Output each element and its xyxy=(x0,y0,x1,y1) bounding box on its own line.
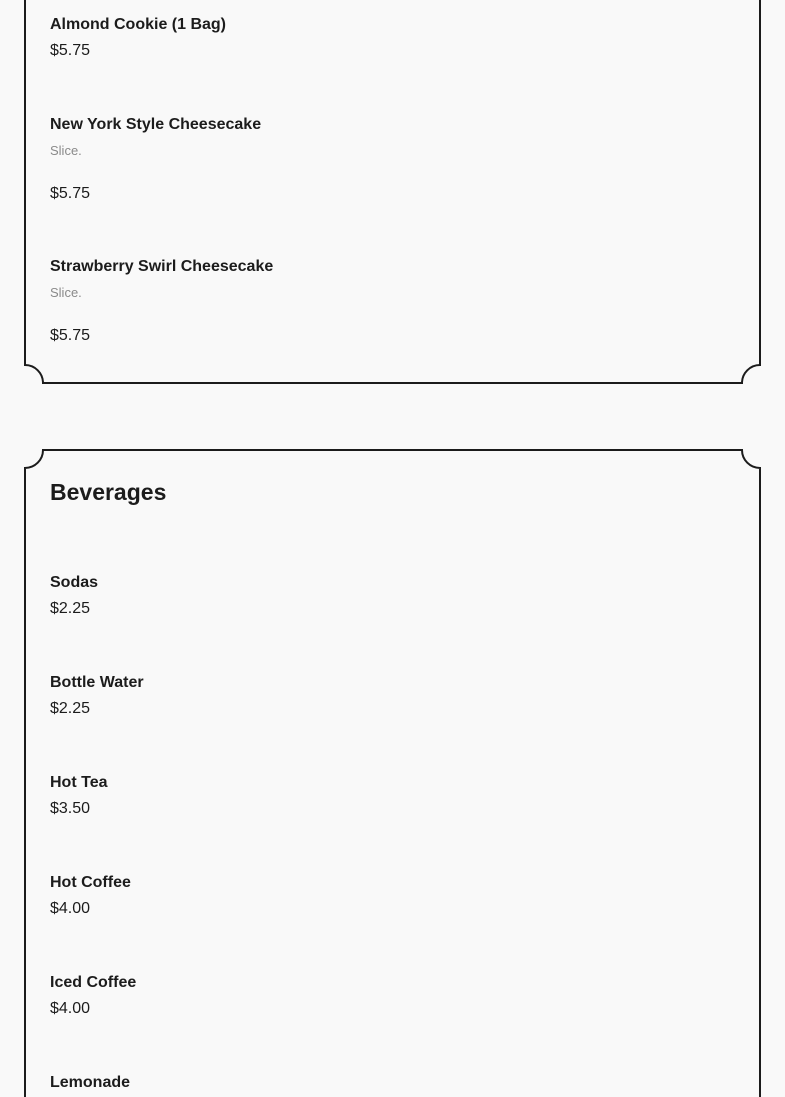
menu-item[interactable] xyxy=(50,773,730,819)
menu-item[interactable] xyxy=(50,257,730,346)
menu-item[interactable] xyxy=(50,973,730,1019)
menu-item[interactable] xyxy=(50,873,730,919)
item-name: Sodas xyxy=(50,574,99,591)
item-description: Slice. xyxy=(50,285,82,300)
desserts-card xyxy=(24,0,761,385)
item-price: $2.25 xyxy=(50,700,91,717)
item-name: New York Style Cheesecake xyxy=(50,116,262,133)
menu-item[interactable] xyxy=(50,15,730,61)
menu-item[interactable] xyxy=(50,1073,730,1093)
item-name: Iced Coffee xyxy=(50,974,137,991)
item-name: Strawberry Swirl Cheesecake xyxy=(50,258,274,275)
item-price: $3.50 xyxy=(50,800,91,817)
section-title-beverages: Beverages xyxy=(50,479,167,505)
item-price: $2.25 xyxy=(50,600,91,617)
item-price: $5.75 xyxy=(50,42,91,59)
item-name: Almond Cookie (1 Bag) xyxy=(50,16,227,33)
beverages-card xyxy=(24,449,761,1097)
item-price: $4.00 xyxy=(50,900,91,917)
item-price: $5.75 xyxy=(50,327,91,344)
menu-item[interactable] xyxy=(50,673,730,719)
item-name: Hot Coffee xyxy=(50,874,131,891)
item-name: Hot Tea xyxy=(50,774,108,791)
item-name: Bottle Water xyxy=(50,674,144,691)
menu-item[interactable] xyxy=(50,115,730,204)
item-name: Lemonade xyxy=(50,1074,131,1091)
item-price: $4.00 xyxy=(50,1000,91,1017)
item-description: Slice. xyxy=(50,143,82,158)
item-price: $5.75 xyxy=(50,185,91,202)
menu-item[interactable] xyxy=(50,573,730,619)
